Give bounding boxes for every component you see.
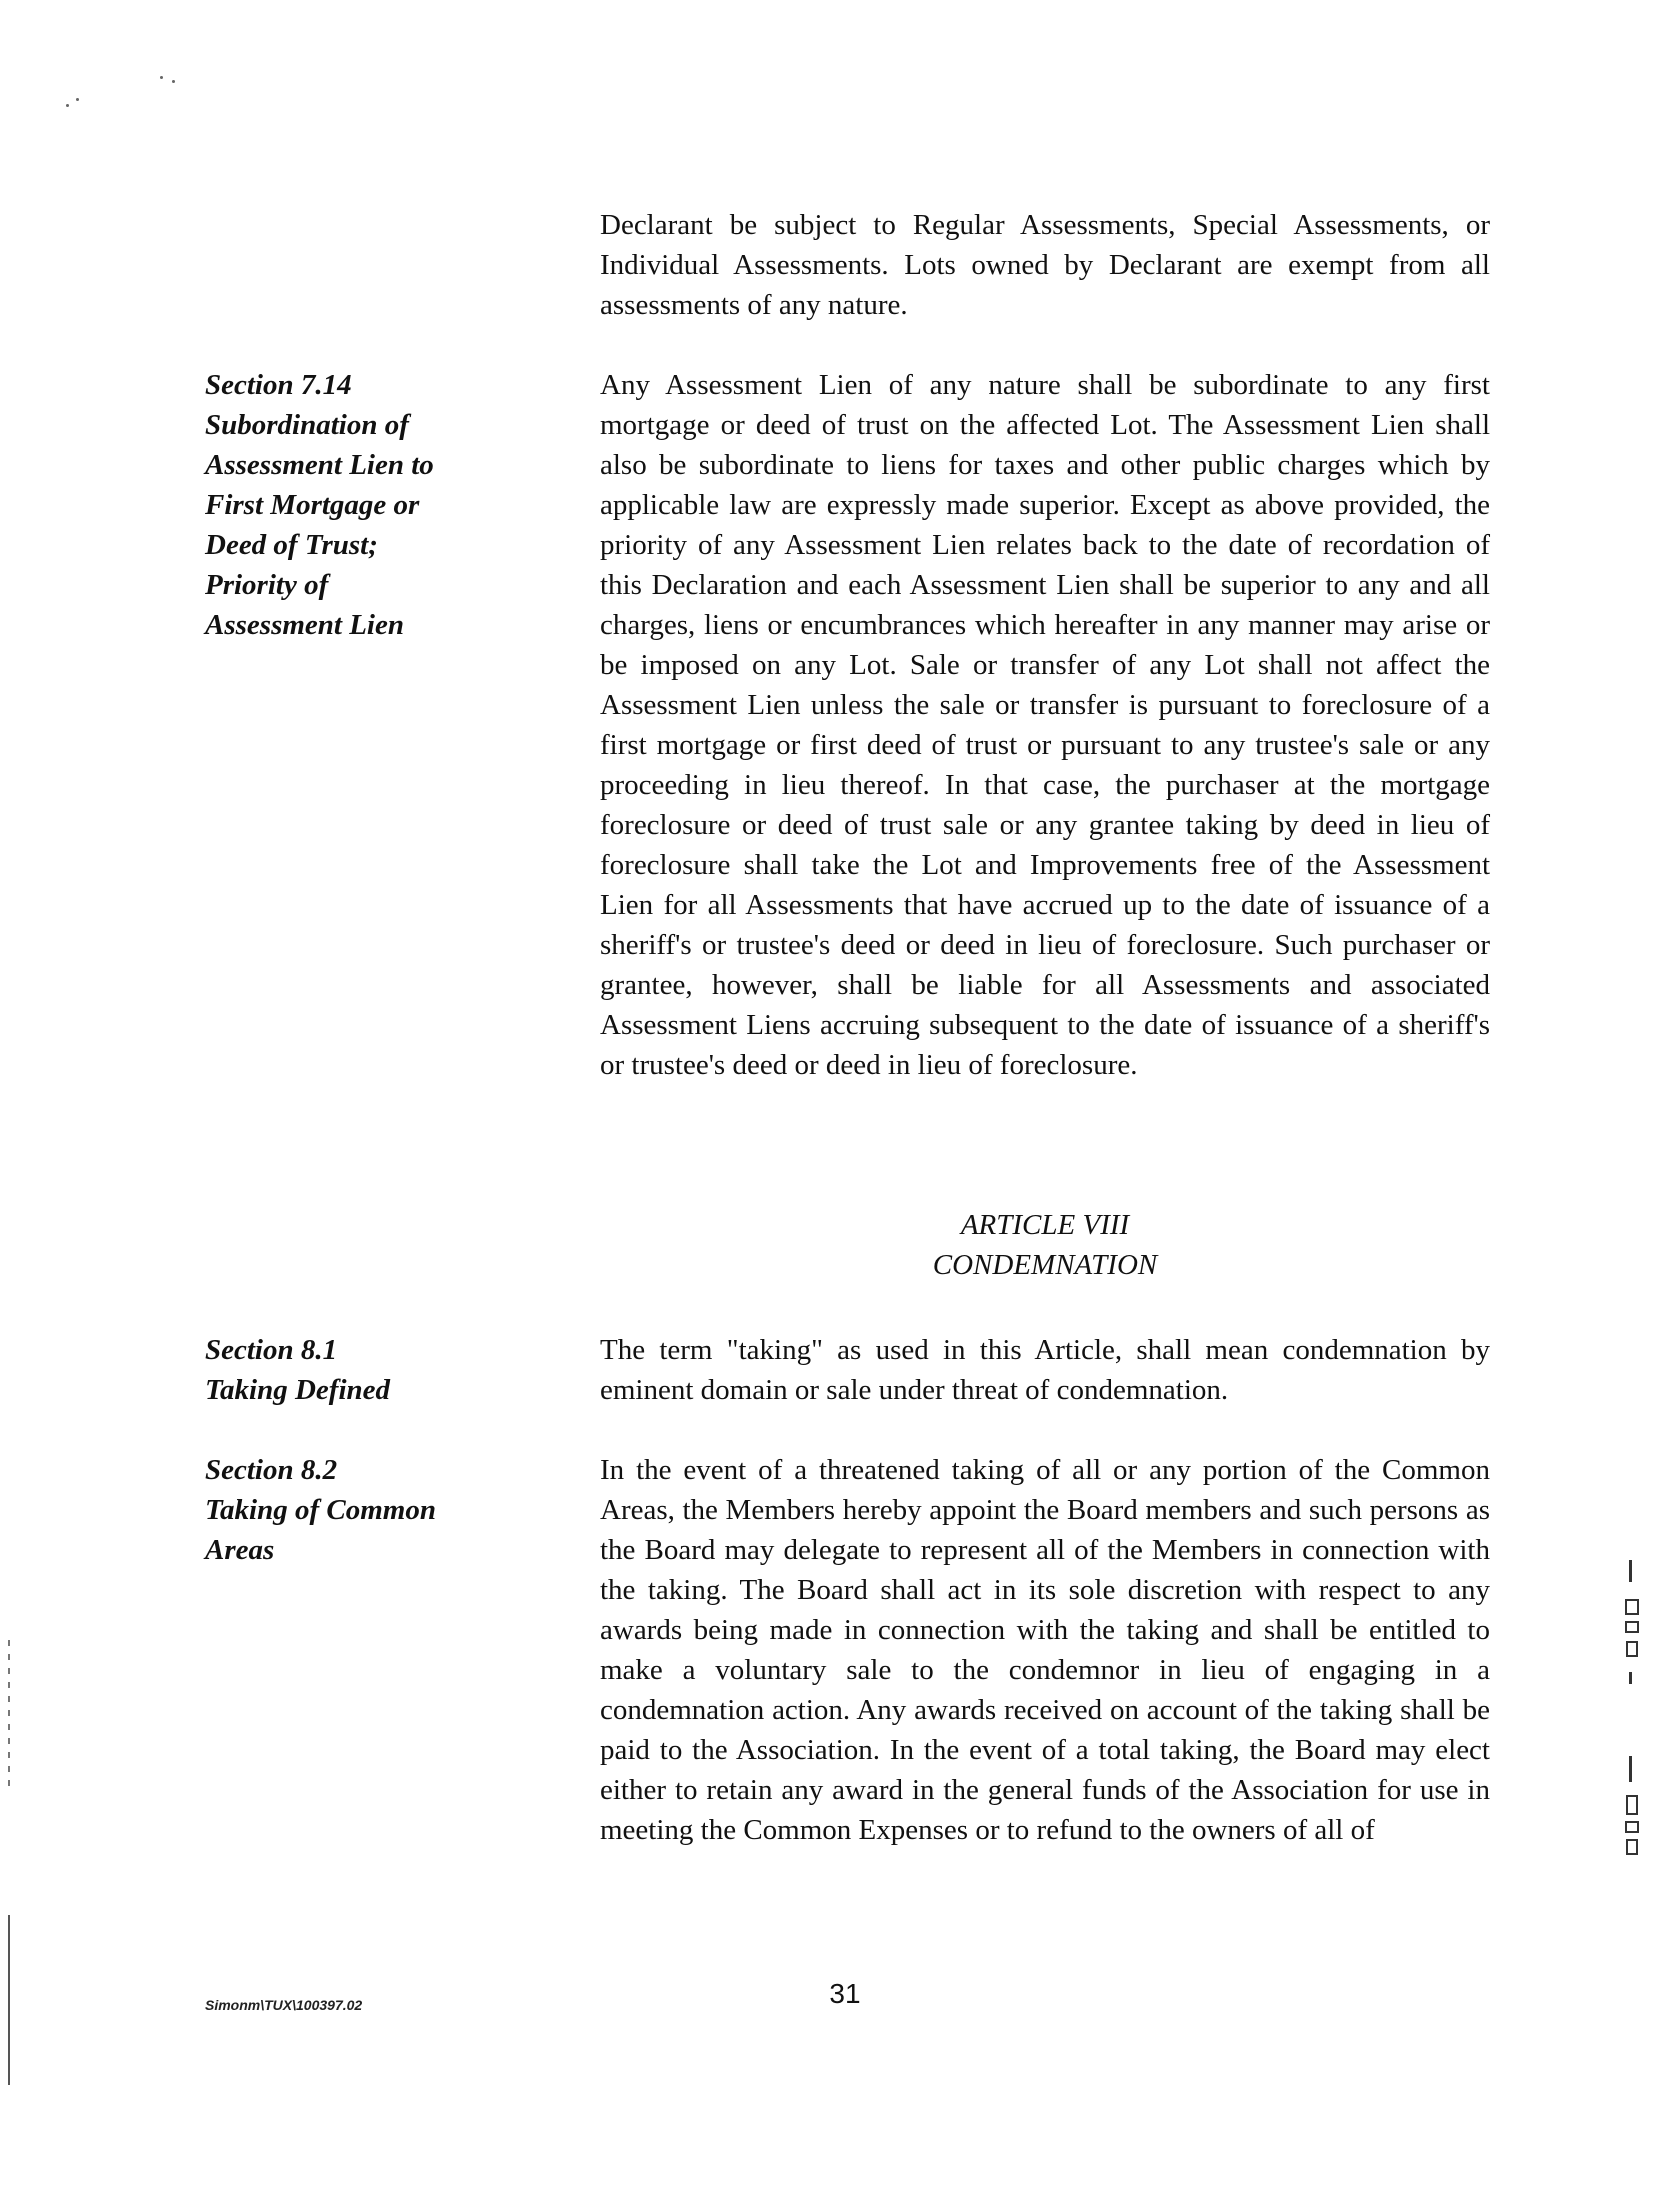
section-8-2-text: In the event of a threatened taking of all or any portion of the Common Areas, the Members hereby appoint the Board members and such persons as the Board may delegate to represent all of the Members in connection with the taking. The Board shall act in its sole discretion with respect to any awards being made in connection with the taking and shall be entitled to make a voluntary sale to the condemnor in lieu of engaging in a condemnation action. Any awards received on account of the taking shall be paid to the Association. In the event of a total taking, the Board may elect either to retain any award in the general funds of the Association for use in meeting the Common Expenses or to refund to the owners of all of	[600, 1454, 1490, 1846]
section-heading-line: Priority of	[205, 569, 329, 601]
section-heading-line: Deed of Trust;	[205, 529, 378, 561]
section-8-2-heading	[205, 1450, 505, 1570]
section-8-1-heading	[205, 1330, 505, 1410]
section-7-14-text: Any Assessment Lien of any nature shall be subordinate to any first mortgage or deed of trust on the affected Lot. The Assessment Lien shall also be subordinate to liens for taxes and other public charges which by applicable law are expressly made superior. Except as above provided, the priority of any Assessment Lien relates back to the date of recordation of this Declaration and each Assessment Lien shall be superior to any and all charges, liens or encumbrances which hereafter in any manner may arise or be imposed on any Lot. Sale or transfer of any Lot shall not affect the Assessment Lien unless the sale or transfer is pursuant to foreclosure of a first mortgage or first deed of trust or pursuant to any trustee's sale or any proceeding in lieu thereof. In that case, the purchaser at the mortgage foreclosure or deed of trust sale or any grantee taking by deed in lieu of foreclosure shall take the Lot and Improvements free of the Assessment Lien for all Assessments that have accrued up to the date of issuance of a sheriff's or trustee's deed or deed in lieu of foreclosure. Such purchaser or grantee, however, shall be liable for all Assessments and associated Assessment Liens accruing subsequent to the date of issuance of a sheriff's or trustee's deed or deed in lieu of foreclosure.	[600, 369, 1490, 1081]
intro-paragraph: Declarant be subject to Regular Assessments, Special Assessments, or Individual Assessments. Lots owned by Declarant are exempt from all assessments of any nature.	[600, 209, 1490, 321]
scan-edge-line	[8, 1640, 10, 1790]
scan-speck	[76, 98, 79, 101]
scan-edge-line	[8, 1915, 10, 2085]
page-number: 31	[829, 1978, 861, 2009]
recording-stamp-mark	[1618, 1560, 1644, 1900]
section-heading-line: Section 7.14	[205, 369, 352, 401]
section-heading-line: Taking of Common	[205, 1494, 436, 1526]
section-heading-line: First Mortgage or	[205, 489, 420, 521]
section-heading-line: Assessment Lien	[205, 609, 404, 641]
section-heading-line: Areas	[205, 1534, 275, 1566]
footer-file-code: Simonm\TUX\100397.02	[205, 1997, 363, 2013]
scan-speck	[172, 80, 175, 83]
article-heading	[600, 1205, 1490, 1285]
section-heading-line: Section 8.1	[205, 1334, 338, 1366]
section-heading-line: Subordination of	[205, 409, 409, 441]
section-8-1-text: The term "taking" as used in this Article, shall mean condemnation by eminent domain or sale under threat of condemnation.	[600, 1334, 1490, 1406]
article-title: CONDEMNATION	[932, 1249, 1158, 1281]
section-heading-line: Assessment Lien to	[205, 449, 434, 481]
scan-speck	[66, 104, 69, 107]
article-number: ARTICLE VIII	[960, 1209, 1130, 1241]
section-heading-line: Section 8.2	[205, 1454, 338, 1486]
section-heading-line: Taking Defined	[205, 1374, 391, 1406]
section-7-14-heading	[205, 365, 505, 645]
scan-speck	[160, 76, 163, 79]
